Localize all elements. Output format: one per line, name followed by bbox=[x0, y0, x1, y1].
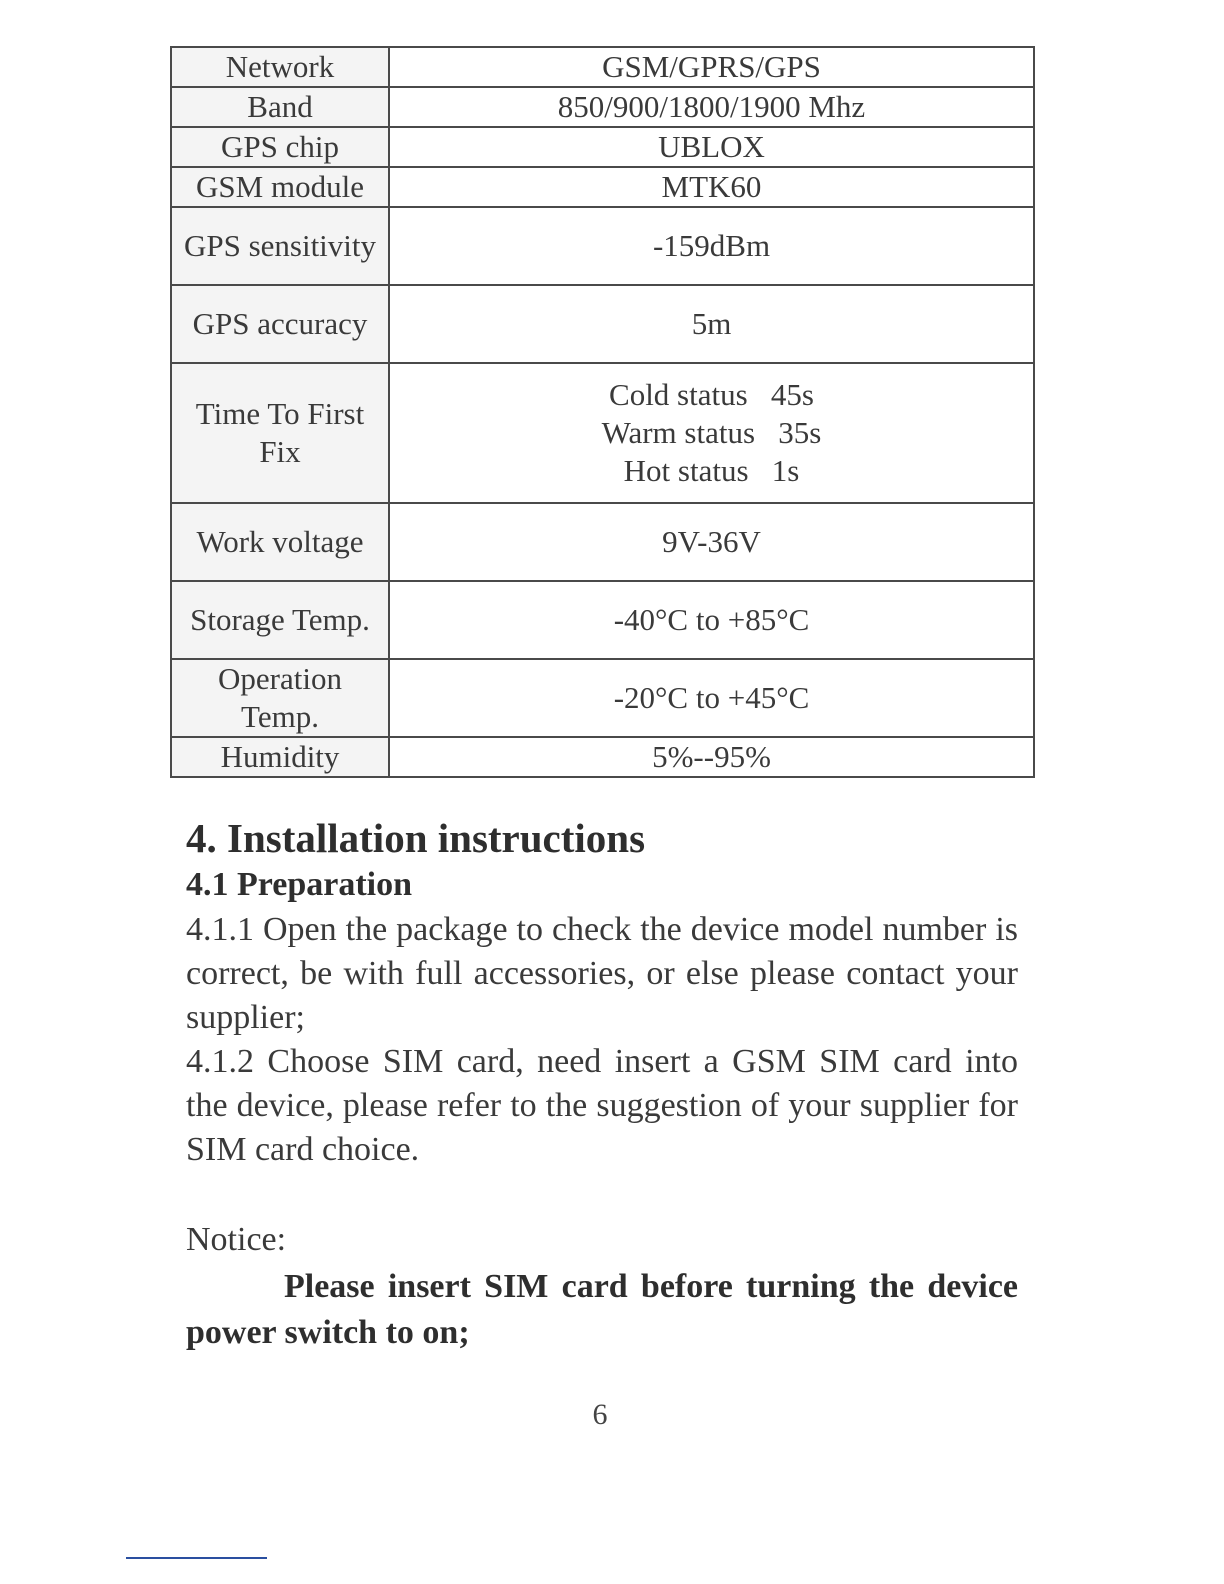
section-subheading: 4.1 Preparation bbox=[186, 866, 413, 903]
row-label: GPS accuracy bbox=[171, 285, 389, 363]
row-label: GPS sensitivity bbox=[171, 207, 389, 285]
section-heading: 4. Installation instructions bbox=[186, 815, 646, 861]
row-label: Band bbox=[171, 87, 389, 127]
paragraph-4-1-2: 4.1.2 Choose SIM card, need insert a GSM SIM card into the device, please refer to the suggestion of your supplier for SIM card choice. bbox=[186, 1043, 1018, 1168]
table-row bbox=[171, 503, 1034, 581]
row-label: Storage Temp. bbox=[171, 581, 389, 659]
row-label: Work voltage bbox=[171, 503, 389, 581]
row-label: Network bbox=[171, 47, 389, 87]
row-label: Time To First Fix bbox=[171, 363, 389, 503]
table-row bbox=[171, 285, 1034, 363]
row-value: 5%--95% bbox=[389, 737, 1034, 777]
row-value: -159dBm bbox=[389, 207, 1034, 285]
notice-text: Please insert SIM card before turning the device power switch to on; bbox=[186, 1268, 1018, 1351]
table-row bbox=[171, 659, 1034, 737]
footer-rule bbox=[126, 1557, 267, 1559]
table-row bbox=[171, 127, 1034, 167]
spec-table bbox=[170, 46, 1035, 778]
paragraph-4-1-1: 4.1.1 Open the package to check the device model number is correct, be with full accessories, or else please contact your supplier; bbox=[186, 911, 1018, 1036]
row-value: -40°C to +85°C bbox=[389, 581, 1034, 659]
row-value: 9V-36V bbox=[389, 503, 1034, 581]
table-row bbox=[171, 737, 1034, 777]
row-value bbox=[389, 363, 1034, 503]
page-number: 6 bbox=[592, 1398, 608, 1431]
table-row bbox=[171, 167, 1034, 207]
row-value: UBLOX bbox=[389, 127, 1034, 167]
row-value: GSM/GPRS/GPS bbox=[389, 47, 1034, 87]
ttff-warm: Warm status 35s bbox=[601, 415, 822, 450]
row-value: -20°C to +45°C bbox=[389, 659, 1034, 737]
table-row bbox=[171, 87, 1034, 127]
table-row bbox=[171, 581, 1034, 659]
row-label: GSM module bbox=[171, 167, 389, 207]
row-label: Operation Temp. bbox=[171, 659, 389, 737]
row-value: 850/900/1800/1900 Mhz bbox=[389, 87, 1034, 127]
row-label: Humidity bbox=[171, 737, 389, 777]
table-row bbox=[171, 207, 1034, 285]
ttff-cold: Cold status 45s bbox=[609, 377, 814, 412]
row-label: GPS chip bbox=[171, 127, 389, 167]
row-value: 5m bbox=[389, 285, 1034, 363]
table-row bbox=[171, 363, 1034, 503]
notice-label: Notice: bbox=[186, 1221, 287, 1258]
table-row bbox=[171, 47, 1034, 87]
ttff-hot: Hot status 1s bbox=[623, 453, 800, 488]
row-value: MTK60 bbox=[389, 167, 1034, 207]
